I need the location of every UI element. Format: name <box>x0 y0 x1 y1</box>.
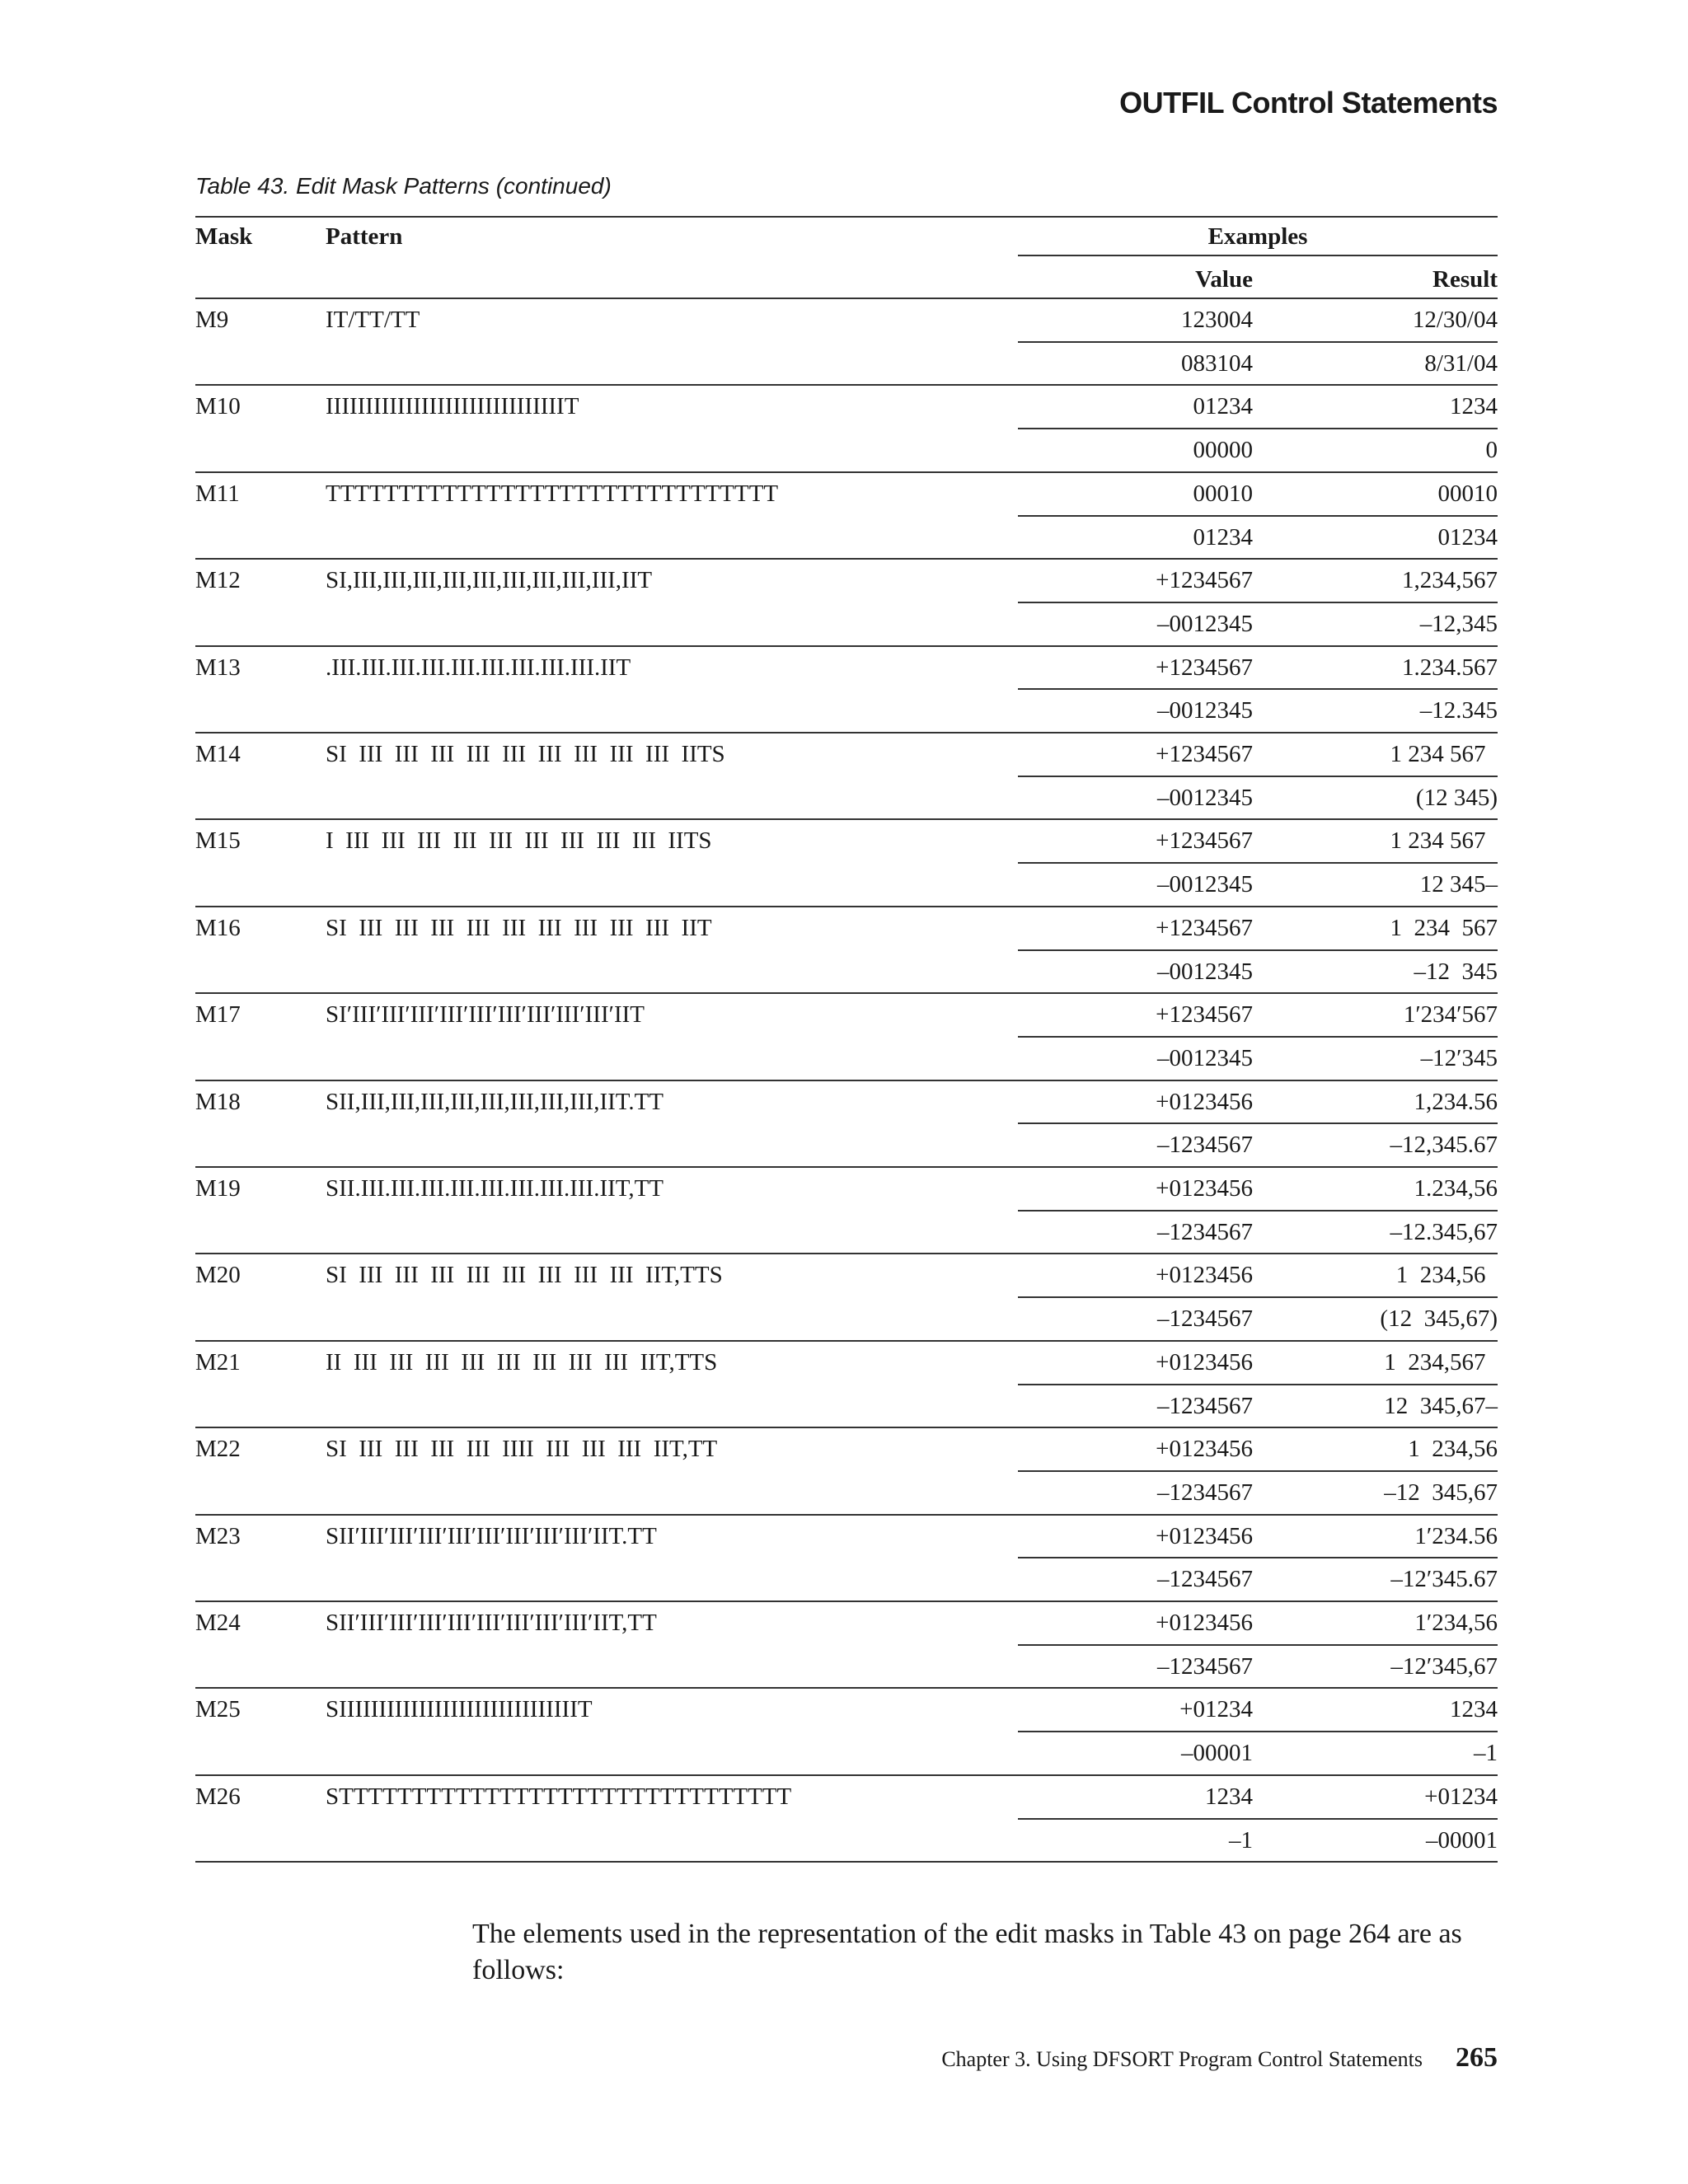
mask-cell: M17 <box>195 1001 241 1029</box>
example-divider <box>1018 1731 1498 1732</box>
header-bottom-rule <box>195 298 1498 299</box>
row-divider <box>195 1861 1498 1863</box>
example-result-cell: 1 234 567 <box>1390 827 1498 855</box>
example-result-cell: 1.234,56 <box>1414 1175 1498 1202</box>
example-result-cell: 1,234,567 <box>1402 567 1498 594</box>
example-value-cell: +0123456 <box>1156 1436 1253 1463</box>
example-result-cell: 12/30/04 <box>1412 307 1498 333</box>
column-header-value: Value <box>1195 266 1253 293</box>
row-divider <box>195 1166 1498 1168</box>
mask-cell: M16 <box>195 914 241 941</box>
example-result-cell: –12,345.67 <box>1390 1132 1498 1159</box>
page-footer <box>941 2042 1498 2074</box>
example-result-cell: –12,345 <box>1419 610 1498 637</box>
page-number: 265 <box>1456 2042 1498 2073</box>
example-result-cell: –00001 <box>1426 1826 1498 1854</box>
example-value-cell: 01234 <box>1193 523 1253 551</box>
example-value-cell: 00010 <box>1193 480 1253 507</box>
example-result-cell: –12′345,67 <box>1390 1652 1498 1680</box>
example-divider <box>1018 949 1498 951</box>
row-divider <box>195 732 1498 733</box>
mask-cell: M20 <box>195 1262 241 1289</box>
example-result-cell: 1′234′567 <box>1403 1001 1498 1029</box>
example-result-cell: 1234 <box>1450 393 1498 420</box>
example-value-cell: +0123456 <box>1156 1348 1253 1376</box>
example-result-cell: 1 234,56 <box>1408 1436 1498 1463</box>
mask-cell: M18 <box>195 1088 241 1115</box>
example-value-cell: +1234567 <box>1156 1001 1253 1029</box>
mask-cell: M23 <box>195 1522 241 1549</box>
example-value-cell: +1234567 <box>1156 654 1253 681</box>
example-divider <box>1018 862 1498 864</box>
example-result-cell: 1 234 567 <box>1390 914 1498 941</box>
column-header-mask: Mask <box>195 223 253 250</box>
example-result-cell: 1234 <box>1450 1696 1498 1723</box>
example-value-cell: +1234567 <box>1156 914 1253 941</box>
row-divider <box>195 906 1498 907</box>
mask-cell: M14 <box>195 741 241 767</box>
example-value-cell: +0123456 <box>1156 1522 1253 1549</box>
example-result-cell: 01234 <box>1437 523 1498 551</box>
table-top-rule <box>195 216 1498 218</box>
example-result-cell: 1 234,567 <box>1384 1348 1498 1376</box>
pattern-cell: SII,III,III,III,III,III,III,III,III,IIT.TT <box>326 1088 664 1115</box>
pattern-cell: SI III III III III III III III III III IITS <box>326 741 725 767</box>
pattern-cell: SIIIIIIIIIIIIIIIIIIIIIIIIIIIIIIT <box>326 1696 593 1723</box>
table-caption: Table 43. Edit Mask Patterns (continued) <box>195 173 612 199</box>
mask-cell: M26 <box>195 1783 241 1810</box>
example-result-cell: 00010 <box>1437 480 1498 507</box>
example-result-cell: 1 234 567 <box>1390 741 1498 767</box>
example-value-cell: –1234567 <box>1157 1218 1253 1245</box>
row-divider <box>195 1601 1498 1602</box>
pattern-cell: IIIIIIIIIIIIIIIIIIIIIIIIIIIIIIT <box>326 393 579 420</box>
example-value-cell: –0012345 <box>1157 697 1253 724</box>
example-value-cell: +0123456 <box>1156 1175 1253 1202</box>
pattern-cell: TTTTTTTTTTTTTTTTTTTTTTTTTTTTTTT <box>326 480 779 507</box>
example-result-cell: –12 345 <box>1414 958 1498 985</box>
example-result-cell: –12 345,67 <box>1384 1479 1498 1506</box>
example-value-cell: 083104 <box>1181 349 1253 377</box>
mask-cell: M15 <box>195 827 241 855</box>
example-result-cell: –12′345.67 <box>1390 1566 1498 1593</box>
row-divider <box>195 1687 1498 1689</box>
example-value-cell: +1234567 <box>1156 827 1253 855</box>
row-divider <box>195 471 1498 473</box>
example-value-cell: 1234 <box>1205 1783 1253 1810</box>
pattern-cell: I III III III III III III III III III IITS <box>326 827 712 855</box>
pattern-cell: IT/TT/TT <box>326 307 420 333</box>
example-value-cell: +01234 <box>1179 1696 1253 1723</box>
row-divider <box>195 1774 1498 1776</box>
row-divider <box>195 1427 1498 1428</box>
row-divider <box>195 558 1498 560</box>
column-header-result: Result <box>1432 266 1498 293</box>
example-divider <box>1018 602 1498 603</box>
example-result-cell: (12 345) <box>1415 784 1498 811</box>
example-divider <box>1018 1122 1498 1124</box>
mask-cell: M24 <box>195 1610 241 1636</box>
example-value-cell: –1234567 <box>1157 1132 1253 1159</box>
example-divider <box>1018 1818 1498 1820</box>
pattern-cell: SII.III.III.III.III.III.III.III.III.IIT,TT <box>326 1175 664 1202</box>
example-result-cell: 12 345– <box>1419 871 1498 898</box>
example-value-cell: –1234567 <box>1157 1566 1253 1593</box>
body-paragraph: The elements used in the representation of the edit masks in Table 43 on page 264 are as follows: <box>472 1919 1462 1985</box>
mask-cell: M25 <box>195 1696 241 1723</box>
pattern-cell: SI III III III III III III III III IIT,TTS <box>326 1262 723 1289</box>
example-result-cell: 1′234.56 <box>1414 1522 1498 1549</box>
example-result-cell: 1′234,56 <box>1414 1610 1498 1636</box>
pattern-cell: SI,III,III,III,III,III,III,III,III,III,IIT <box>326 567 653 594</box>
example-value-cell: –00001 <box>1181 1740 1253 1767</box>
example-value-cell: –0012345 <box>1157 871 1253 898</box>
mask-cell: M21 <box>195 1348 241 1376</box>
example-value-cell: –0012345 <box>1157 784 1253 811</box>
row-divider <box>195 1340 1498 1342</box>
example-divider <box>1018 1210 1498 1212</box>
example-divider <box>1018 1036 1498 1038</box>
example-value-cell: –1234567 <box>1157 1652 1253 1680</box>
example-result-cell: 12 345,67– <box>1384 1392 1498 1419</box>
example-value-cell: 00000 <box>1193 437 1253 464</box>
examples-rule <box>1018 255 1498 256</box>
column-header-pattern: Pattern <box>326 223 403 250</box>
example-value-cell: –0012345 <box>1157 1044 1253 1071</box>
example-divider <box>1018 1384 1498 1385</box>
mask-cell: M22 <box>195 1436 241 1463</box>
example-divider <box>1018 688 1498 690</box>
example-result-cell: (12 345,67) <box>1380 1305 1498 1333</box>
example-divider <box>1018 428 1498 429</box>
row-divider <box>195 992 1498 994</box>
example-divider <box>1018 1470 1498 1472</box>
row-divider <box>195 1514 1498 1516</box>
example-value-cell: –0012345 <box>1157 958 1253 985</box>
example-value-cell: +0123456 <box>1156 1610 1253 1636</box>
row-divider <box>195 818 1498 820</box>
example-value-cell: +0123456 <box>1156 1262 1253 1289</box>
row-divider <box>195 645 1498 647</box>
example-result-cell: –12.345 <box>1419 697 1498 724</box>
example-result-cell: –1 <box>1474 1740 1498 1767</box>
pattern-cell: SII′III′III′III′III′III′III′III′III′IIT,TT <box>326 1610 657 1636</box>
example-value-cell: 01234 <box>1193 393 1253 420</box>
example-divider <box>1018 341 1498 343</box>
pattern-cell: .III.III.III.III.III.III.III.III.III.IIT <box>326 654 631 681</box>
example-value-cell: –1234567 <box>1157 1479 1253 1506</box>
column-header-examples: Examples <box>1207 223 1308 250</box>
example-result-cell: 1 234,56 <box>1395 1262 1498 1289</box>
pattern-cell: STTTTTTTTTTTTTTTTTTTTTTTTTTTTTTT <box>326 1783 792 1810</box>
example-result-cell: +01234 <box>1424 1783 1498 1810</box>
example-divider <box>1018 1557 1498 1558</box>
example-result-cell: –12.345,67 <box>1390 1218 1498 1245</box>
example-result-cell: 8/31/04 <box>1424 349 1498 377</box>
mask-cell: M10 <box>195 393 241 420</box>
footer-chapter-title: Chapter 3. Using DFSORT Program Control Statements <box>941 2047 1423 2071</box>
example-value-cell: +1234567 <box>1156 567 1253 594</box>
example-divider <box>1018 1296 1498 1298</box>
row-divider <box>195 1253 1498 1254</box>
mask-cell: M9 <box>195 307 229 333</box>
mask-cell: M13 <box>195 654 241 681</box>
example-divider <box>1018 1644 1498 1646</box>
example-value-cell: –0012345 <box>1157 610 1253 637</box>
example-value-cell: –1234567 <box>1157 1305 1253 1333</box>
running-header-title: OUTFIL Control Statements <box>1119 86 1498 120</box>
example-value-cell: +0123456 <box>1156 1088 1253 1115</box>
example-result-cell: 1.234.567 <box>1402 654 1498 681</box>
example-result-cell: 0 <box>1485 437 1498 464</box>
pattern-cell: II III III III III III III III III IIT,TTS <box>326 1348 718 1376</box>
row-divider <box>195 1080 1498 1081</box>
example-divider <box>1018 776 1498 777</box>
pattern-cell: SI III III III III IIII III III III IIT,TT <box>326 1436 718 1463</box>
example-value-cell: –1 <box>1229 1826 1253 1854</box>
row-divider <box>195 384 1498 386</box>
mask-cell: M19 <box>195 1175 241 1202</box>
pattern-cell: SII′III′III′III′III′III′III′III′III′IIT.TT <box>326 1522 657 1549</box>
example-divider <box>1018 515 1498 517</box>
example-result-cell: 1,234.56 <box>1414 1088 1498 1115</box>
mask-cell: M12 <box>195 567 241 594</box>
pattern-cell: SI III III III III III III III III III IIT <box>326 914 712 941</box>
example-value-cell: +1234567 <box>1156 741 1253 767</box>
pattern-cell: SI′III′III′III′III′III′III′III′III′III′IIT <box>326 1001 645 1029</box>
example-value-cell: 123004 <box>1181 307 1253 333</box>
example-result-cell: –12′345 <box>1420 1044 1498 1071</box>
mask-cell: M11 <box>195 480 240 507</box>
example-value-cell: –1234567 <box>1157 1392 1253 1419</box>
